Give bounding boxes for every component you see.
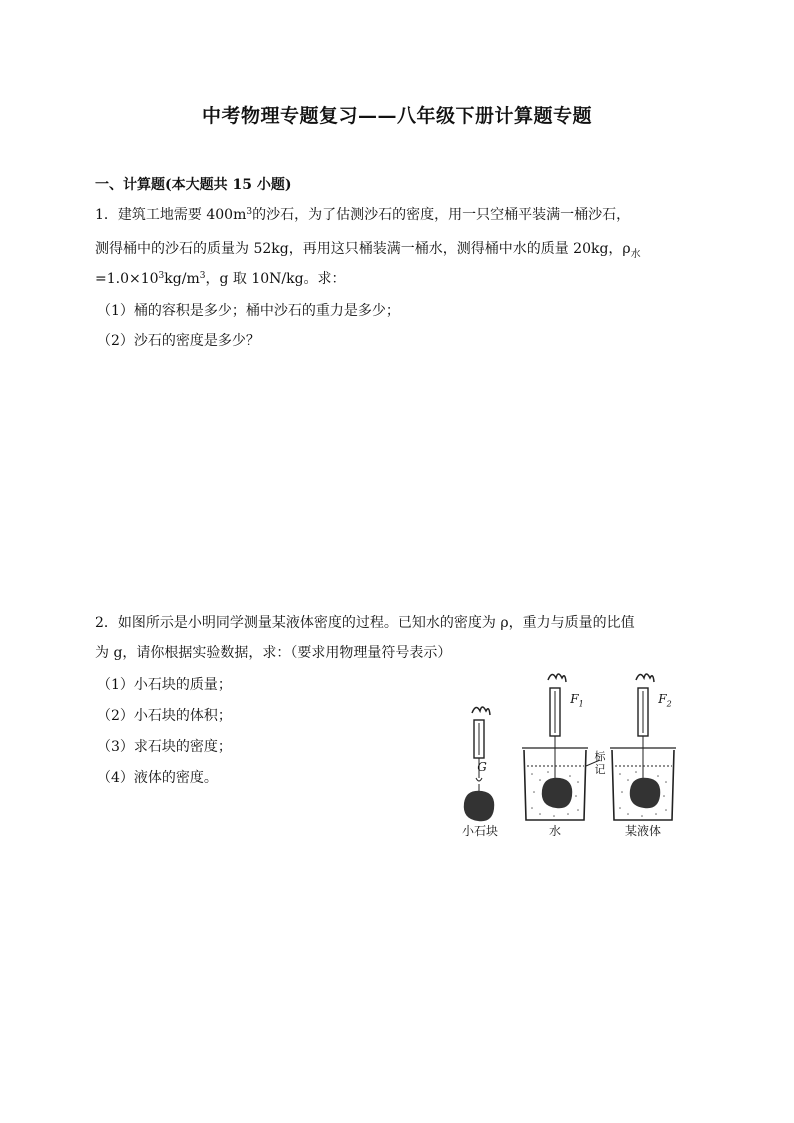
label-mark: 标记 <box>594 750 606 776</box>
q1-line-3-text-c: ，g 取 10N/kg。求： <box>205 271 346 287</box>
q1-part-1: （1）桶的容积是多少；桶中沙石的重力是多少； <box>97 303 400 319</box>
spring-scale-liquid <box>636 674 654 778</box>
q1-line-3-sup-1: 3 <box>158 271 165 281</box>
q1-line-3-text-a: =1.0×10 <box>95 271 159 287</box>
label-F2-sub: 2 <box>666 699 672 709</box>
q2-part-3: （3）求石块的密度； <box>97 739 232 755</box>
label-stone: 小石块 <box>461 824 498 838</box>
label-F2-letter: F <box>658 692 667 706</box>
stone-liquid <box>630 778 660 809</box>
q2-part-2: （2）小石块的体积； <box>97 708 232 724</box>
label-liquid: 某液体 <box>624 824 661 838</box>
q1-line-2 <box>95 238 641 260</box>
spring-scale-air <box>472 707 490 792</box>
q1-line-2-sub: 水 <box>630 249 641 260</box>
q1-line-2-text: 测得桶中的沙石的质量为 52kg，再用这只桶装满一桶水，测得桶中水的质量 20kg，ρ <box>95 241 631 257</box>
section-heading: 一、计算题(本大题共 15 小题) <box>95 177 292 193</box>
q1-line-1-text-b: 的沙石，为了估测沙石的密度，用一只空桶平装满一桶沙石， <box>252 207 631 223</box>
q2-part-1: （1）小石块的质量； <box>97 677 232 693</box>
q1-line-1 <box>95 204 630 224</box>
label-G: G <box>477 760 487 774</box>
label-F2 <box>653 692 677 708</box>
q1-line-1-text-a: 1．建筑工地需要 400m <box>95 207 247 223</box>
q2-line-1: 2．如图所示是小明同学测量某液体密度的过程。已知水的密度为 ρ，重力与质量的比值 <box>95 615 635 631</box>
q1-line-3-text-b: kg/m <box>164 271 200 287</box>
spring-scale-water <box>548 674 566 778</box>
label-F1 <box>565 692 589 708</box>
q1-line-3 <box>95 268 346 288</box>
q2-part-4: （4）液体的密度。 <box>97 770 218 786</box>
q1-line-3-sup-2: 3 <box>199 271 206 281</box>
q1-line-1-sup: 3 <box>246 207 253 217</box>
q2-line-2: 为 g，请你根据实验数据，求：（要求用物理量符号表示） <box>95 645 452 661</box>
page-title: 中考物理专题复习——八年级下册计算题专题 <box>201 105 592 127</box>
label-water: 水 <box>548 824 561 838</box>
stone-air <box>464 791 494 822</box>
stone-water <box>542 778 572 809</box>
experiment-figure <box>450 668 715 843</box>
q1-part-2: （2）沙石的密度是多少？ <box>97 333 260 349</box>
label-F1-sub: 1 <box>578 699 584 709</box>
label-F1-letter: F <box>570 692 579 706</box>
